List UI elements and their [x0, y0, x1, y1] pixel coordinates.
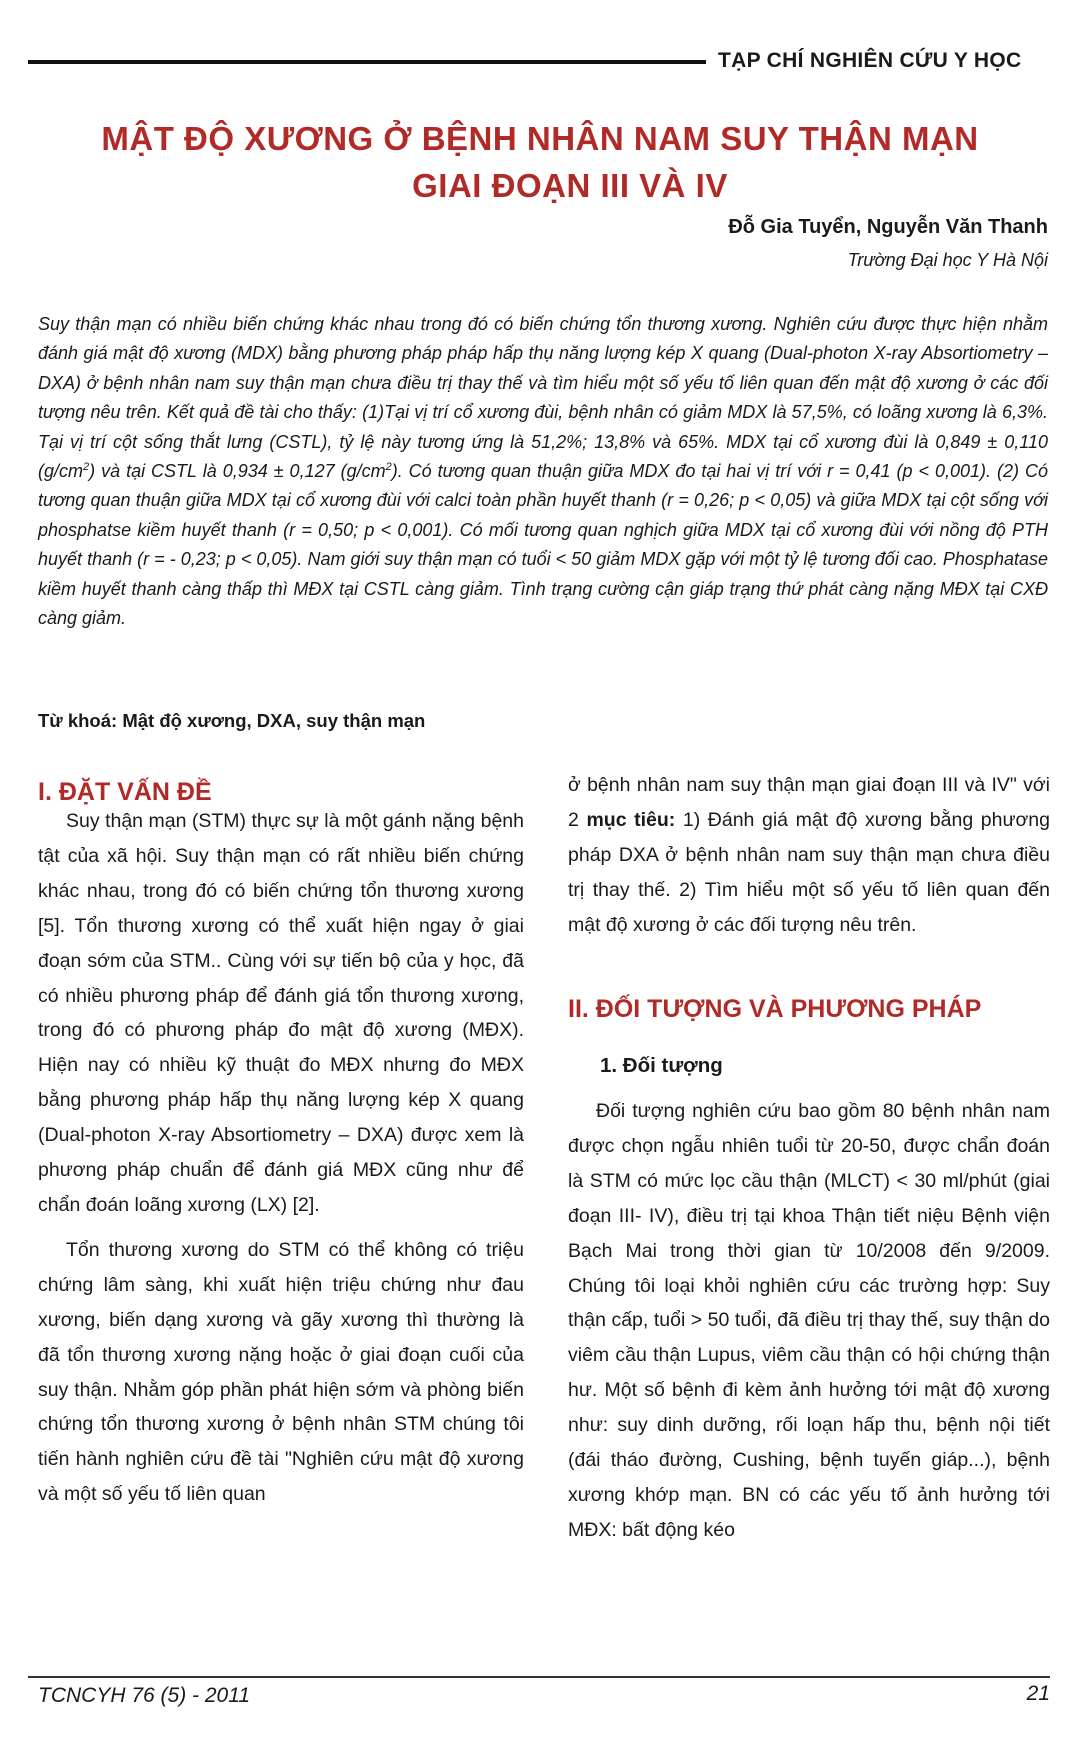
abstract-text-1: Suy thận mạn có nhiều biến chứng khác nhau trong đó có biến chứng tổn thương xương. Nghiên cứu được thực hiện nhằm đánh giá mật độ xương (MDX) bằng phương pháp pháp hấp thụ năng lượng kép X quang (Dual-photon X-ray Absortiometry – DXA) ở bệnh nhân nam suy thận mạn chưa điều trị thay thế và tìm hiểu một số yếu tố liên quan đến mật độ xương ở các đối tượng nêu trên. Kết quả đề tài cho thấy: (1)Tại vị trí cổ xương đùi, bệnh nhân có giảm MDX là 57,5%, có loãng xương là 6,3%. Tại vị trí cột sống thắt lưng (CSTL), tỷ lệ này tương ứng là 51,2%; 13,8% và 65%. MDX tại cổ xương đùi là 0,849 ± 0,110 (g/cm	[38, 314, 1048, 482]
footer-rule	[28, 1676, 1050, 1678]
right-column-bottom	[568, 1094, 1050, 1548]
journal-name: TẠP CHÍ NGHIÊN CỨU Y HỌC	[718, 49, 1022, 72]
section2-subheading: 1. Đối tượng	[600, 1054, 723, 1077]
page-number: 21	[1026, 1682, 1050, 1705]
superscript-1: 2	[83, 461, 90, 474]
section1-heading: I. ĐẶT VẤN ĐỀ	[38, 778, 212, 806]
section2-heading: II. ĐỐI TƯỢNG VÀ PHƯƠNG PHÁP	[568, 995, 982, 1023]
section2-paragraph-1: Đối tượng nghiên cứu bao gồm 80 bệnh nhân nam được chọn ngẫu nhiên tuổi từ 20-50, được chẩn đoán là STM có mức lọc cầu thận (MLCT) < 30 ml/phút (giai đoạn III- IV), điều trị tại khoa Thận tiết niệu Bệnh viện Bạch Mai trong thời gian từ 10/2008 đến 9/2009. Chúng tôi loại khỏi nghiên cứu các trường hợp: Suy thận cấp, tuổi > 50 tuổi, đã điều trị thay thế, suy thận do viêm cầu thận Lupus, viêm cầu thận có hội chứng thận hư. Một số bệnh đi kèm ảnh hưởng tới mật độ xương như: suy dinh dưỡng, rối loạn hấp thu, bệnh nội tiết (đái tháo đường, Cushing, bệnh tuyến giáp...), bệnh xương khớp mạn. BN có các yếu tố ảnh hưởng tới MĐX: bất động kéo	[568, 1100, 1050, 1541]
authors: Đỗ Gia Tuyển, Nguyễn Văn Thanh	[728, 216, 1048, 238]
header-rule	[28, 60, 706, 64]
journal-citation: TCNCYH 76 (5) - 2011	[38, 1684, 251, 1707]
superscript-2: 2	[385, 461, 392, 474]
article-title-line1: MẬT ĐỘ XƯƠNG Ở BỆNH NHÂN NAM SUY THẬN MẠN	[101, 120, 979, 157]
left-column	[38, 804, 524, 1512]
abstract-text-3: ). Có tương quan thuận giữa MDX đo tại hai vị trí với r = 0,41 (p < 0,001). (2) Có tương quan thuận giữa MDX tại cổ xương đùi với calci toàn phần huyết thanh (r = 0,26; p < 0,05) và giữa MDX tại cột sống với phosphatse kiềm huyết thanh (r = 0,50; p < 0,001). Có mối tương quan nghịch giữa MDX tại cổ xương đùi với nồng độ PTH huyết thanh (r = - 0,23; p < 0,05). Nam giới suy thận mạn có tuổi < 50 giảm MDX gặp với một tỷ lệ tương đối cao. Phosphatase kiềm huyết thanh càng thấp thì MĐX tại CSTL càng giảm. Tình trạng cường cận giáp trạng thứ phát càng nặng MĐX tại CXĐ càng giảm.	[38, 461, 1048, 629]
keywords: Từ khoá: Mật độ xương, DXA, suy thận mạn	[38, 710, 426, 731]
right-column-top	[568, 768, 1050, 943]
affiliation: Trường Đại học Y Hà Nội	[847, 250, 1048, 270]
section1-paragraph-1: Suy thận mạn (STM) thực sự là một gánh nặng bệnh tật của xã hội. Suy thận mạn có rất nhiều biến chứng khác nhau, trong đó có biến chứng tổn thương xương [5]. Tổn thương xương có thể xuất hiện ngay ở giai đoạn sớm của STM.. Cùng với sự tiến bộ của y học, đã có nhiều phương pháp để đánh giá tổn thương xương, trong đó có phương pháp đo mật độ xương (MĐX). Hiện nay có nhiều kỹ thuật đo MĐX nhưng đo MĐX bằng phương pháp hấp thụ năng lượng kép X quang (Dual-photon X-ray Absortiometry – DXA) được xem là phương pháp chuẩn để đánh giá MĐX cũng như để chẩn đoán loãng xương (LX) [2].	[38, 810, 524, 1216]
abstract-text-2: ) và tại CSTL là 0,934 ± 0,127 (g/cm	[89, 461, 386, 482]
para3-text-a: ở bệnh nhân nam suy thận mạn giai đoạn III và IV" với 2	[568, 774, 1050, 831]
article-title-line2: GIAI ĐOẠN III VÀ IV	[412, 167, 728, 204]
section1-paragraph-2: Tổn thương xương do STM có thể không có triệu chứng lâm sàng, khi xuất hiện triệu chứng như đau xương, biến dạng xương và gãy xương thì thường là đã tổn thương xương nặng hoặc ở giai đoạn cuối của suy thận. Nhằm góp phần phát hiện sớm và phòng biến chứng tổn thương xương ở bệnh nhân STM chúng tôi tiến hành nghiên cứu đề tài "Nghiên cứu mật độ xương và một số yếu tố liên quan	[38, 1238, 524, 1506]
para3-text-b: 1) Đánh giá mật độ xương bằng phương pháp DXA ở bệnh nhân nam suy thận mạn chưa điều trị thay thế. 2) Tìm hiểu một số yếu tố liên quan đến mật độ xương ở các đối tượng nêu trên.	[568, 808, 1050, 936]
abstract	[38, 310, 1048, 633]
objectives-label: mục tiêu:	[586, 808, 676, 831]
section1-paragraph-3	[568, 768, 1050, 943]
